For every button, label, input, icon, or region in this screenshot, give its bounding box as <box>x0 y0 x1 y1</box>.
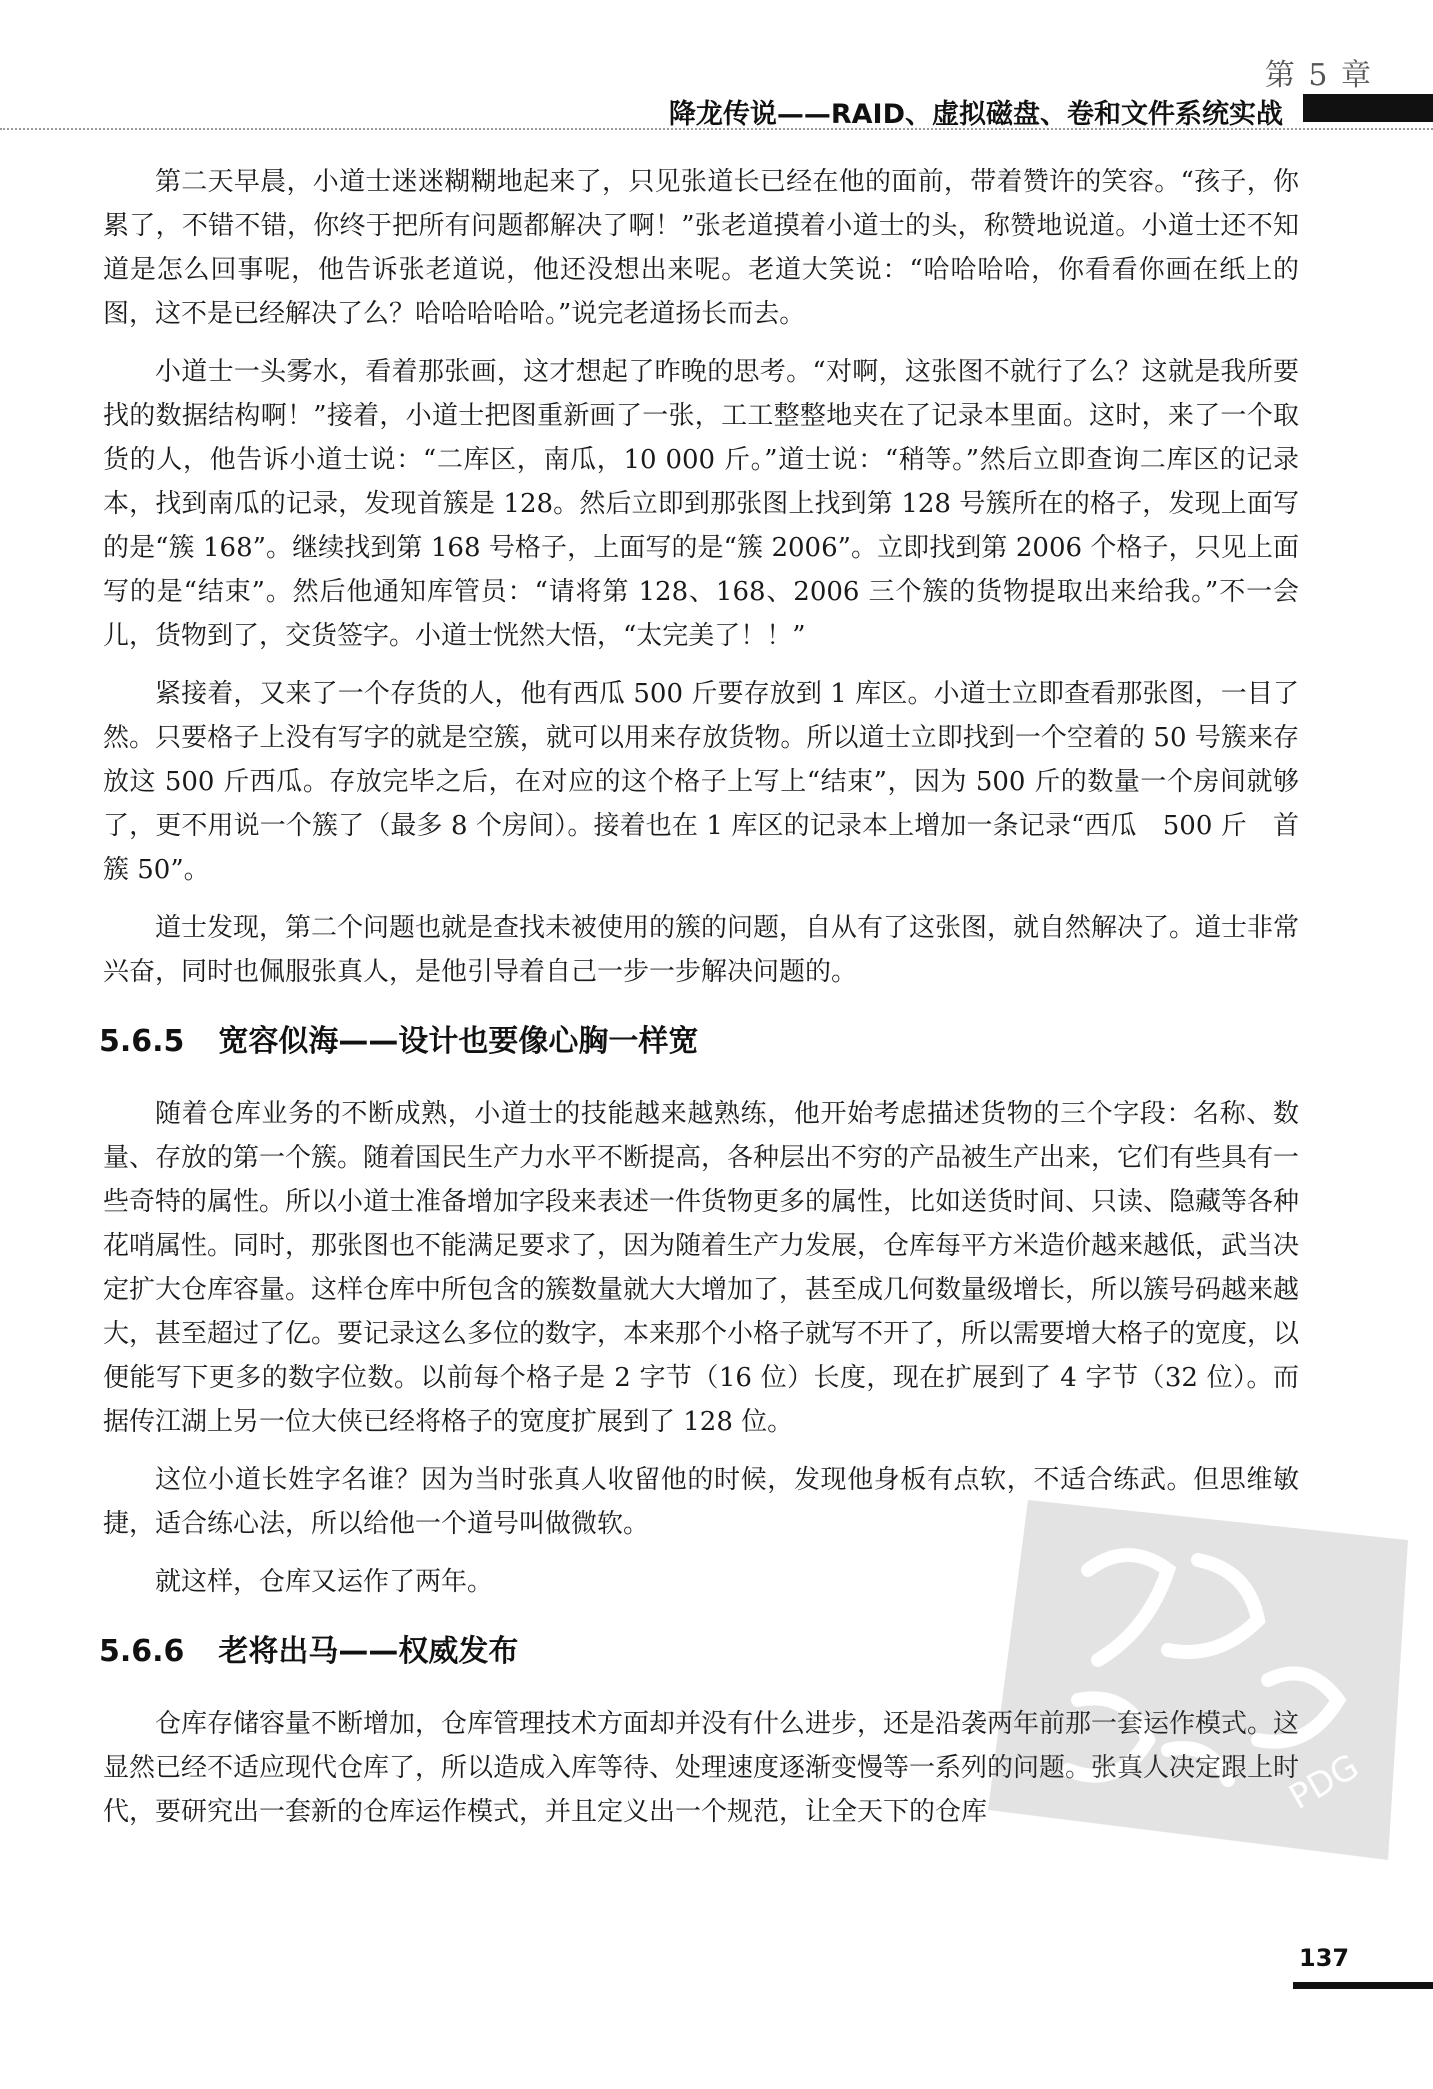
section-title: 老将出马——权威发布 <box>218 1634 519 1669</box>
paragraph: 道士发现，第二个问题也就是查找未被使用的簇的问题，自从有了这张图，就自然解决了。道士非常兴奋，同时也佩服张真人，是他引导着自己一步一步解决问题的。 <box>103 913 1300 987</box>
paragraph: 仓库存储容量不断增加，仓库管理技术方面却并没有什么进步，还是沿袭两年前那一套运作模式。这显然已经不适应现代仓库了，所以造成入库等待、处理速度逐渐变慢等一系列的问题。张真人决定跟上时代，要研究出一套新的仓库运作模式，并且定义出一个规范，让全天下的仓库 <box>103 1709 1300 1827</box>
paragraph: 就这样，仓库又运作了两年。 <box>155 1567 494 1597</box>
running-header <box>0 92 1433 132</box>
page-number: 137 <box>1299 1944 1350 1972</box>
watermark-seal-icon <box>968 1480 1428 1880</box>
watermark-text: PDG <box>1282 1746 1366 1818</box>
footer-bar <box>1293 1982 1433 1989</box>
section-heading-5-6-5 <box>99 1020 1299 1064</box>
section-number: 5.6.5 <box>99 1024 185 1059</box>
section-title: 宽容似海——设计也要像心胸一样宽 <box>218 1024 699 1059</box>
paragraph: 紧接着，又来了一个存货的人，他有西瓜 500 斤要存放到 1 库区。小道士立即查看那张图，一目了然。只要格子上没有写字的就是空簇，就可以用来存放货物。所以道士立即找到一个空着的 50 号簇来存放这 500 斤西瓜。存放完毕之后，在对应的这个格子上写上“结束”，因为 500 斤的数量一个房间就够了，更不用说一个簇了（最多 8 个房间）。接着也在 1 库区的记录本上增加一条记录“西瓜 500 斤 首簇 50”。 <box>103 679 1299 885</box>
paragraph: 第二天早晨，小道士迷迷糊糊地起来了，只见张道长已经在他的面前，带着赞许的笑容。“孩子，你累了，不错不错，你终于把所有问题都解决了啊！”张老道摸着小道士的头，称赞地说道。小道士还不知道是怎么回事呢，他告诉张老道说，他还没想出来呢。老道大笑说：“哈哈哈哈，你看看你画在纸上的图，这不是已经解决了么？哈哈哈哈哈。”说完老道扬长而去。 <box>103 167 1299 329</box>
paragraph: 小道士一头雾水，看着那张画，这才想起了昨晚的思考。“对啊，这张图不就行了么？这就是我所要找的数据结构啊！”接着，小道士把图重新画了一张，工工整整地夹在了记录本里面。这时，来了一个取货的人，他告诉小道士说：“二库区，南瓜，10 000 斤。”道士说：“稍等。”然后立即查询二库区的记录本，找到南瓜的记录，发现首簇是 128。然后立即到那张图上找到第 128 号簇所在的格子，发现上面写的是“簇 168”。继续找到第 168 号格子，上面写的是“簇 2006”。立即找到第 2006 个格子，只见上面写的是“结束”。然后他通知库管员：“请将第 128、168、2006 三个簇的货物提取出来给我。”不一会儿，货物到了，交货签字。小道士恍然大悟，“太完美了！！” <box>103 357 1299 651</box>
header-black-bar <box>1303 94 1433 122</box>
paragraph: 这位小道长姓字名谁？因为当时张真人收留他的时候，发现他身板有点软，不适合练武。但思维敏捷，适合练心法，所以给他一个道号叫做微软。 <box>103 1465 1299 1539</box>
header-divider <box>0 128 1433 130</box>
paragraph: 随着仓库业务的不断成熟，小道士的技能越来越熟练，他开始考虑描述货物的三个字段：名称、数量、存放的第一个簇。随着国民生产力水平不断提高，各种层出不穷的产品被生产出来，它们有些具有一些奇特的属性。所以小道士准备增加字段来表述一件货物更多的属性，比如送货时间、只读、隐藏等各种花哨属性。同时，那张图也不能满足要求了，因为随着生产力发展，仓库每平方米造价越来越低，武当决定扩大仓库容量。这样仓库中所包含的簇数量就大大增加了，甚至成几何数量级增长，所以簇号码越来越大，甚至超过了亿。要记录这么多位的数字，本来那个小格子就写不开了，所以需要增大格子的宽度，以便能写下更多的数字位数。以前每个格子是 2 字节（16 位）长度，现在扩展到了 4 字节（32 位）。而据传江湖上另一位大侠已经将格子的宽度扩展到了 128 位。 <box>103 1099 1300 1437</box>
section-number: 5.6.6 <box>99 1634 185 1669</box>
book-title: 降龙传说——RAID、虚拟磁盘、卷和文件系统实战 <box>668 99 1283 130</box>
chapter-label: 第 5 章 <box>1264 58 1373 93</box>
